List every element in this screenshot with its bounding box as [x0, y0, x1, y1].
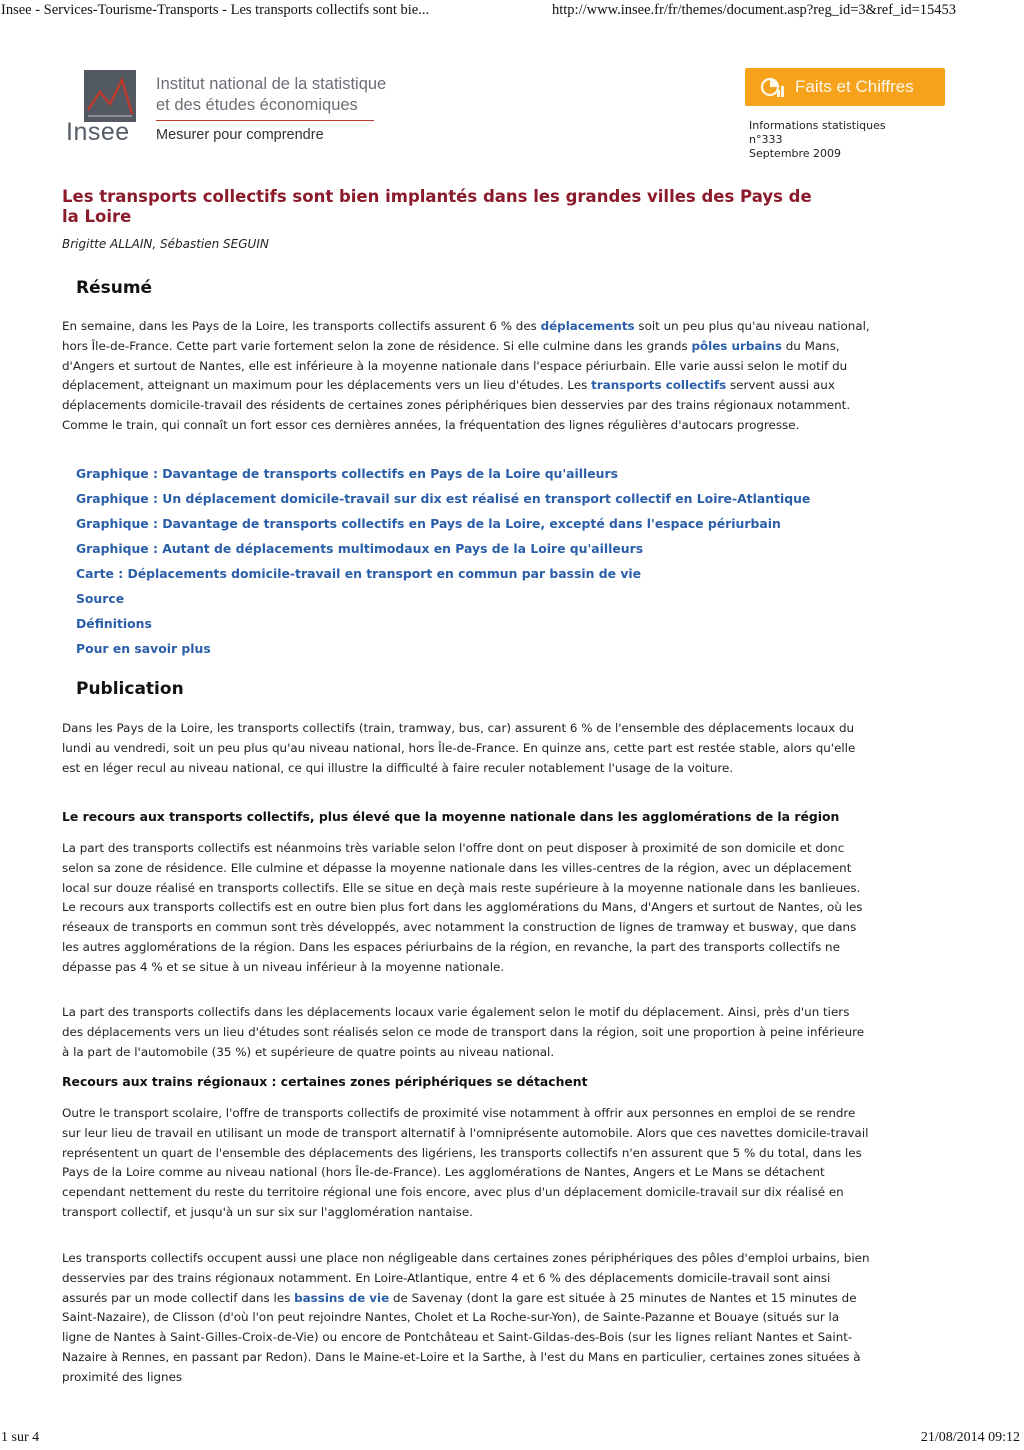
print-footer — [0, 1428, 1024, 1450]
publication-type: Informations statistiques — [749, 119, 886, 132]
resume-link-item[interactable]: Graphique : Davantage de transports collectifs en Pays de la Loire, excepté dans l'espace périurbain — [76, 516, 781, 531]
article-authors: Brigitte ALLAIN, Sébastien SEGUIN — [62, 237, 269, 251]
resume-link-item[interactable]: Source — [76, 591, 125, 606]
resume-heading: Résumé — [76, 278, 153, 298]
resume-link-item[interactable]: Graphique : Autant de déplacements multimodaux en Pays de la Loire qu'ailleurs — [76, 541, 644, 556]
resume-link-list — [76, 464, 810, 664]
publication-heading: Publication — [76, 679, 184, 699]
faits-et-chiffres-icon — [759, 74, 785, 100]
publication-info — [749, 119, 886, 161]
insee-logo-text: Insee — [66, 118, 130, 146]
publication-paragraph-3: La part des transports collectifs dans les déplacements locaux varie également selon le motif du déplacement. Ainsi, près d'un tiers des déplacements vers un lieu d'études sont réalisés selon ce mode de transport dans la région, soit une proportion à peine inférieure à la part de l'automobile (35 %) et supérieure de quatre points au niveau national. — [62, 1005, 865, 1059]
publication-date: Septembre 2009 — [749, 147, 842, 160]
resume-link-item[interactable]: Définitions — [76, 616, 152, 631]
publication-paragraph-1: Dans les Pays de la Loire, les transports collectifs (train, tramway, bus, car) assurent 6 % de l'ensemble des déplacements locaux du lundi au vendredi, soit un peu plus qu'au niveau national, hors Île-de-France. En quinze ans, cette part est restée stable, alors qu'elle est en léger recul au niveau national, ce qui illustre la difficulté à faire reculer notablement l'usage de la voiture. — [62, 721, 856, 775]
article-title: Les transports collectifs sont bien implantés dans les grandes villes des Pays de la Loire — [62, 187, 812, 226]
publication-number: n°333 — [749, 133, 783, 146]
resume-link-item[interactable]: Graphique : Davantage de transports collectifs en Pays de la Loire qu'ailleurs — [76, 466, 618, 481]
resume-link-item[interactable]: Graphique : Un déplacement domicile-travail sur dix est réalisé en transport collectif en Loire-Atlantique — [76, 491, 811, 506]
publication-paragraph-4: Outre le transport scolaire, l'offre de transports collectifs de proximité vise notamment à offrir aux personnes en emploi de se rendre sur leur lieu de travail en utilisant un mode de transport alternatif à l'omniprésente automobile. Alors que ces navettes domicile-travail représentent un quart de l'ensemble des déplacements des ligériens, les transports collectifs n'en assurent que 5 % du total, dans les Pays de la Loire comme au niveau national (hors Île-de-France). Les agglomérations de Nantes, Angers et Le Mans se détachent cependant nettement du reste du territoire régional une fois encore, avec plus d'un déplacement domicile-travail sur dix réalisé en transport collectif, et jusqu'à un sur six sur l'agglomération nantaise. — [62, 1106, 869, 1219]
publication-paragraph-5 — [62, 1249, 870, 1388]
institute-name-block — [156, 74, 386, 143]
resume-keyword-link[interactable]: transports collectifs — [591, 378, 727, 393]
publication-para5-keyword-link[interactable]: bassins de vie — [294, 1290, 390, 1305]
print-header-title: Insee - Services-Tourisme-Transports - Les transports collectifs sont bie... — [1, 2, 430, 18]
publication-paragraph-2: La part des transports collectifs est néanmoins très variable selon l'offre dont on peut disposer à proximité de son domicile et donc selon sa zone de résidence. Elle culmine et dépasse la moyenne nationale dans les villes-centres de la région, avec un déplacement local sur douze réalisé en transports collectifs. Elle se situe en deçà mais reste supérieure à la moyenne nationale dans les banlieues. Le recours aux transports collectifs est en outre bien plus fort dans les agglomérations du Mans, d'Angers et surtout de Nantes, où les réseaux de transports en commun sont très développés, avec notamment la construction de lignes de tramway et busway, que dans les autres agglomérations de la région. Dans les espaces périurbains de la région, en revanche, la part des transports collectifs ne dépasse pas 4 % et se situe à un niveau inférieur à la moyenne nationale. — [62, 841, 863, 974]
publication-para5-text: de Savenay (dont la gare est située à 25 minutes de Nantes et 15 minutes de Saint-Nazaire), de Clisson (d'où l'on peut rejoindre Nantes, Cholet et La Roche-sur-Yon), de Sainte-Pazanne et Bouaye (situés sur la ligne de Nantes à Saint-Gilles-Croix-de-Vie) ou encore de Pontchâteau et Saint-Gildas-des-Bois (sur les lignes reliant Nantes et Saint-Nazaire à Rennes, en passant par Redon). Dans le Maine-et-Loire et la Sarthe, à l'est du Mans en particulier, certaines zones situées à proximité des lignes — [62, 1290, 861, 1384]
resume-text: soit un peu plus qu'au niveau national, hors Île-de-France. Cette part varie fortement selon la zone de résidence. Si elle culmine dans les grands — [62, 319, 870, 353]
faits-et-chiffres-button[interactable] — [745, 68, 945, 106]
institute-name-line1: Institut national de la statistique — [156, 75, 387, 93]
resume-link-item[interactable]: Pour en savoir plus — [76, 641, 211, 656]
resume-text: servent aussi aux déplacements domicile-travail des résidents de certaines zones périphériques bien desservies par des trains régionaux notamment. Comme le train, qui connaît un fort essor ces dernières années, la fréquentation des lignes régulières d'autocars progresse. — [62, 378, 851, 432]
print-header — [0, 0, 1024, 24]
resume-text: du Mans, d'Angers et surtout de Nantes, elle est inférieure à la moyenne nationale dans l'espace périurbain. Elle varie aussi selon le motif du déplacement, atteignant un maximum pour les déplacements vers un lieu d'études. Les — [62, 338, 848, 393]
resume-link-item[interactable]: Carte : Déplacements domicile-travail en transport en commun par bassin de vie — [76, 566, 642, 581]
institute-name-line2: et des études économiques — [156, 96, 358, 114]
resume-text: En semaine, dans les Pays de la Loire, les transports collectifs assurent 6 % des — [62, 319, 541, 333]
institute-motto: Mesurer pour comprendre — [156, 127, 324, 143]
resume-keyword-link[interactable]: pôles urbains — [691, 338, 782, 353]
publication-para5-text: Les transports collectifs occupent aussi une place non négligeable dans certaines zones périphériques des pôles d'emploi urbains, bien desservies par des trains régionaux notamment. En Loire-Atlantique, entre 4 et 6 % des déplacements domicile-travail sont ainsi assurés par un mode collectif dans les — [62, 1251, 870, 1305]
institute-divider — [156, 120, 374, 121]
print-footer-datetime: 21/08/2014 09:12 — [920, 1430, 1020, 1445]
print-header-url: http://www.insee.fr/fr/themes/document.asp?reg_id=3&ref_id=15453 — [552, 2, 956, 18]
insee-logo-mark-icon — [84, 70, 136, 122]
publication-subheading-1: Le recours aux transports collectifs, plus élevé que la moyenne nationale dans les agglomérations de la région — [62, 809, 840, 824]
publication-subheading-2: Recours aux trains régionaux : certaines zones périphériques se détachent — [62, 1074, 588, 1089]
resume-keyword-link[interactable]: déplacements — [540, 319, 635, 333]
insee-logo[interactable] — [64, 68, 144, 150]
print-footer-page: 1 sur 4 — [1, 1430, 40, 1445]
resume-paragraph — [62, 317, 870, 436]
faits-et-chiffres-label: Faits et Chiffres — [795, 77, 914, 96]
